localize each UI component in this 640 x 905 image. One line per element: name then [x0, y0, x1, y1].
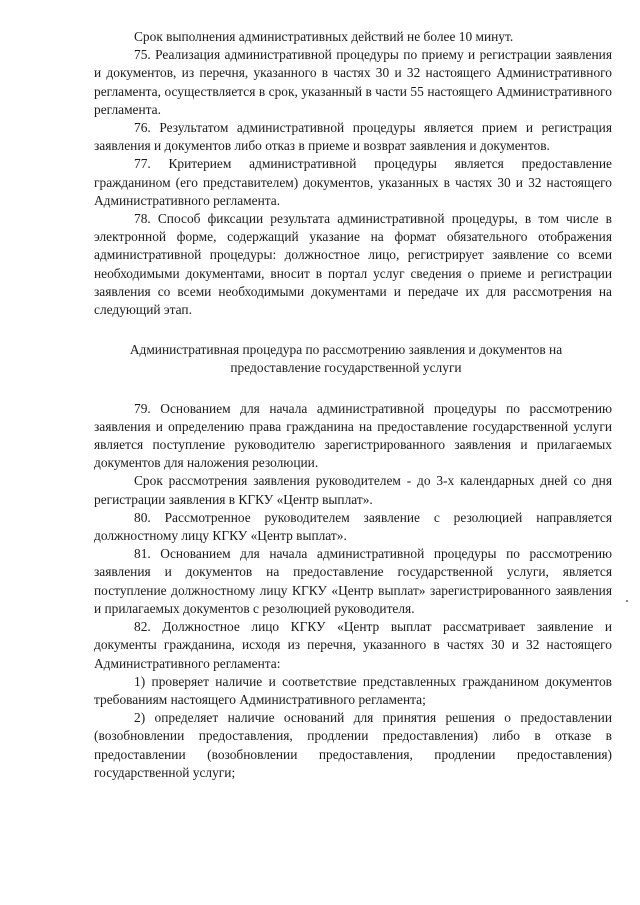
paragraph-81: 81. Основанием для начала административной процедуры по рассмотрению заявления и документов на предоставление государственной услуги, является поступление должностному лицу КГКУ «Центр выплат» зарегистрированного заявления и прилагаемых документов с резолюцией руководителя.	[94, 546, 612, 616]
paragraph-review-deadline: Срок рассмотрения заявления руководителем - до 3-х календарных дней со дня регистрации заявления в КГКУ «Центр выплат».	[94, 473, 612, 507]
list-item-1: 1) проверяет наличие и соответствие представленных гражданином документов требованиям настоящего Административного регламента;	[94, 673, 612, 707]
paragraph-77: 77. Критерием административной процедуры является предоставление гражданином (его представителем) документов, указанных в частях 30 и 32 настоящего Административного регламента.	[94, 156, 612, 208]
paragraph-80: 80. Рассмотренное руководителем заявление с резолюцией направляется должностному лицу КГКУ «Центр выплат».	[94, 509, 612, 544]
paragraph-78: 78. Способ фиксации результата административной процедуры, в том числе в электронной форме, содержащий указание на формат обязательного отображения административной процедуры: должностное лицо, регистрирует заявление со всеми необходимыми документами, вносит в портал услуг сведения о приеме и регистрации заявления со всеми необходимыми документами и передаче их для рассмотрения на следующий этап.	[94, 211, 612, 318]
paragraph-82: 82. Должностное лицо КГКУ «Центр выплат рассматривает заявление и документы гражданина, исходя из перечня, указанного в частях 30 и 32 настоящего Административного регламента:	[94, 619, 612, 671]
paragraph-79: 79. Основанием для начала административной процедуры по рассмотрению заявления и определению права гражданина на предоставление государственной услуги является поступление руководителю зарегистрированного заявления и прилагаемых документов для наложения резолюции.	[94, 400, 612, 471]
list-item-2: 2) определяет наличие оснований для принятия решения о предоставлении (возобновлении предоставления, продлении предоставления) либо в отказе в предоставлении (возобновлении предоставления, продлении предоставления) государственной услуги;	[94, 710, 612, 780]
paragraph-deadline: Срок выполнения административных действий не более 10 минут.	[134, 29, 514, 44]
paragraph-76: 76. Результатом административной процедуры является прием и регистрация заявления и документов либо отказ в приеме и возврат заявления и документов.	[94, 120, 612, 154]
scan-mark	[626, 600, 628, 602]
paragraph-75: 75. Реализация административной процедуры по приему и регистрации заявления и документов, из перечня, указанного в частях 30 и 32 настоящего Административного регламента, осуществляется в срок, указанный в части 55 настоящего Административного регламента.	[94, 47, 612, 117]
section-title: Административная процедура по рассмотрению заявления и документов на предоставление государственной услуги	[129, 342, 563, 376]
